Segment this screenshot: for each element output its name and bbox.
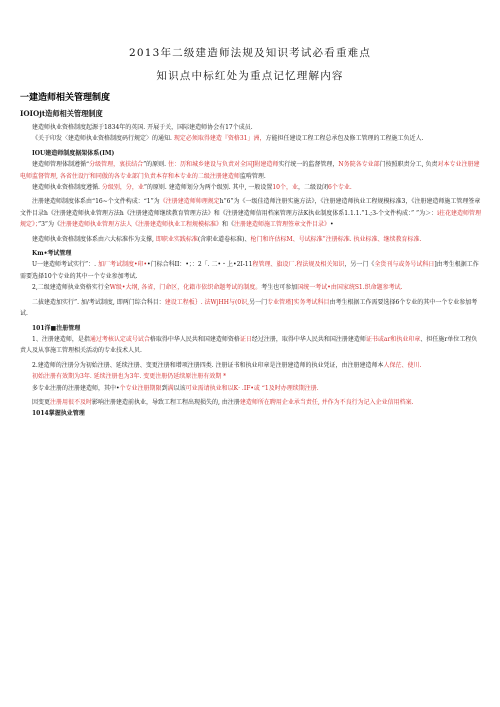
highlighted-text: 通过考核认定或号试合 [89, 335, 150, 343]
paragraph [20, 133, 482, 144]
text-run: IOU建造师制度据架体系(IM) [32, 149, 115, 157]
highlighted-text: 《注册建造师帅理规定 [159, 198, 220, 206]
text-run: 101洋■注册管理 [32, 324, 81, 332]
text-run: ”3”为《 [38, 221, 60, 229]
highlighted-text: 建设工程板｝. 法WjHH与(0识, [164, 298, 250, 306]
text-run: 1、注册建造师，是指 [32, 335, 90, 343]
text-run: 格取得中华人民共和国建造师资格 [149, 335, 240, 343]
text-run: 影响注册建造前执业，导致工程工程出现损失的, 由注册 [92, 398, 240, 406]
document-title: 2013年二级建造师法规及知识考试必看重难点 [128, 47, 372, 59]
highlighted-text: 满 [167, 384, 174, 392]
text-run: ，另一门《 [344, 261, 375, 269]
text-run: 建造师管理体制遵循“ [32, 161, 90, 169]
highlighted-text: 即职业实践标准 [155, 235, 198, 243]
highlighted-text: 建造师所在聘用企业承当责任, 并作为不良行为记入企业信用档案. [239, 398, 414, 406]
section-title [20, 248, 482, 259]
text-run: 1014掌握执业管理 [32, 410, 85, 418]
text-run: 因变更 [32, 398, 51, 406]
paragraph [20, 196, 482, 230]
text-run: 和《 [221, 221, 234, 229]
text-run: ”的原则. [143, 161, 168, 169]
section-title [20, 323, 482, 334]
highlighted-text: 注册建造师施工管理签章文件目录》 [234, 221, 331, 229]
text-run: 到 [161, 384, 168, 392]
highlighted-text: 枪门和许估标M、号试标准”注册标准. 执业标准、继续教育标准. [250, 235, 422, 243]
text-run: 二拔建造加实行”. 加/考试制度, 即两门综合科目： [32, 298, 165, 306]
text-run: 2,二级建造师执业资格实行全 [32, 284, 110, 292]
text-run: 、担任施r单位工程负责人及从事施工管理相关活动的专业技术人贝. [20, 335, 478, 355]
paragraph [20, 334, 482, 357]
highlighted-text: i拄花建造师管理规定》； [20, 209, 482, 229]
paragraph [20, 360, 482, 371]
text-run: Km•考试管理 [32, 250, 72, 258]
text-run: 以该 [173, 384, 186, 392]
text-run: 实行统一的监督管理， [278, 161, 339, 169]
paragraph [20, 259, 482, 282]
text-run: 建造师执业资格制度体系由六大标准作为支撑, [32, 235, 156, 243]
highlighted-text: 程管理、旗设厂.程法规及相关知识 [252, 261, 345, 269]
highlighted-text: .IF•或 “1及时办理续期注册. [241, 384, 319, 392]
highlighted-text: 师监督管理, 各省住设厅和同傲的各专业部门负责本存和本专业的二级注册建造师 [26, 172, 240, 180]
text-run: h”6”为《一级佳造师注册实施方法》，《注册建造师执业工程规模标准3，《注册建造师施工管理签章文件目录h《注册建造师执业管理方法h《注册建造师继续教育管理方法》和《注册建造师信用档案管理方法K执业制度体系1.1.1.”1.;3-个文件构成：” ”为＞： [20, 198, 481, 217]
text-run: 由考生根据工作需要选择6个专业的其中一个专业参加考试. [20, 298, 478, 318]
text-run: 门按照职责分工, 负责 [379, 161, 438, 169]
text-run: 2.建造师的注册分为初始注册、延续注册、变更注册和增项注册四类. 注册证书和执业印章是注册建造师的执业凭证，由注册建造师本 [32, 361, 384, 369]
highlighted-text: 证日 [239, 335, 252, 343]
document-body [20, 122, 482, 420]
paragraph [20, 182, 482, 193]
paragraph [20, 383, 482, 394]
text-run: 多专业注册的注册建造师，其中• [32, 384, 120, 392]
text-run: 方能担任建设工程工程总承包及修工管理的工程施工负近人. [265, 135, 424, 143]
subsection-heading: IOIOjt造师相关管理制度 [20, 109, 103, 118]
section-title [20, 148, 482, 159]
highlighted-text: 国统一考试•由国家统S1.织命题参考试. [297, 284, 403, 292]
highlighted-text: 注册建造师执业管理方法人《注册建造师执业工程规模标准》 [59, 221, 222, 229]
paragraph [20, 297, 482, 320]
highlighted-text: 证书或ar和执业印章 [365, 335, 421, 343]
text-run: 监啃管理. [239, 172, 266, 180]
highlighted-text: 10个，业 [272, 184, 298, 192]
highlighted-text: 可业需请执业和以K· [185, 384, 240, 392]
paragraph [20, 234, 482, 245]
paragraph [20, 122, 482, 133]
highlighted-text: 人保茫、使川. [383, 361, 422, 369]
text-run: 建造师执业资格制度遵循. [32, 184, 102, 192]
text-run: ”的原则. 建造师划分为两个级别. 其中, 一般设置 [143, 184, 273, 192]
highlighted-text: N务院各专业部 [338, 161, 380, 169]
highlighted-text: 分级别，分，业 [101, 184, 144, 192]
highlighted-text: 分级管理，衷扶结合 [89, 161, 144, 169]
text-run: 另一门 [249, 298, 268, 306]
text-run: 注册建造师制度体系由“16~个文件构成：“1”为 [32, 198, 160, 206]
text-run: •门标合科II：•；：2「. 二•・上•2I-11 [147, 261, 253, 269]
highlighted-text: 注册用很不及时 [50, 398, 93, 406]
highlighted-text: 全货刊与或务号试科日 [374, 261, 435, 269]
text-run: U一建造师考试实行”：. [32, 261, 98, 269]
highlighted-text: 个专业注册期限 [119, 384, 162, 392]
text-run: 考生也可参加 [261, 284, 298, 292]
text-run: ]由考生根据工作需要选择10个专业的其中一个专业参加考试. [20, 261, 479, 280]
document-subtitle: 知识点中标红处为重点记忆理解内容 [156, 70, 344, 82]
paragraph [20, 159, 482, 182]
text-run: (含职业道卷标准)、 [197, 235, 251, 243]
paragraph [20, 371, 482, 382]
highlighted-text: 现定必须取得建造『资格31」洲， [173, 135, 266, 143]
section-title [20, 408, 482, 419]
highlighted-text: 6个专业. [328, 184, 352, 192]
highlighted-text: 对本专业注册建电 [20, 161, 480, 180]
highlighted-text: 专业管瑾]实务考试科目 [267, 298, 330, 306]
text-run: ，二级设闭 [298, 184, 329, 192]
text-run: 建造师执业资格制度起源于1834年的英国. 开展于关，国际建造师协会有17个成员. [32, 124, 253, 131]
highlighted-text: W级•大纲, 各省，门命区，化籍市依织命题考试的制度。 [109, 284, 262, 292]
text-run: 经过注册，取得中华人民共和国注册建造师 [251, 335, 366, 343]
highlighted-text: 加厂考试制度•印• [97, 261, 148, 269]
paragraph [20, 397, 482, 408]
text-run: 《关于印发〈建造师执业资格制度码行规定〉的通知. [32, 135, 174, 143]
highlighted-text: 初始注册有效期为3年. 延续注册也为3年. 变更注册仍延续原注册有效期 * [32, 373, 227, 381]
text-run: • [330, 221, 334, 229]
paragraph [20, 282, 482, 293]
section-heading: 一建造师相关管理制度 [20, 93, 111, 103]
highlighted-text: 住：历和城乡建设与负责对全国J附建造师 [167, 161, 279, 169]
